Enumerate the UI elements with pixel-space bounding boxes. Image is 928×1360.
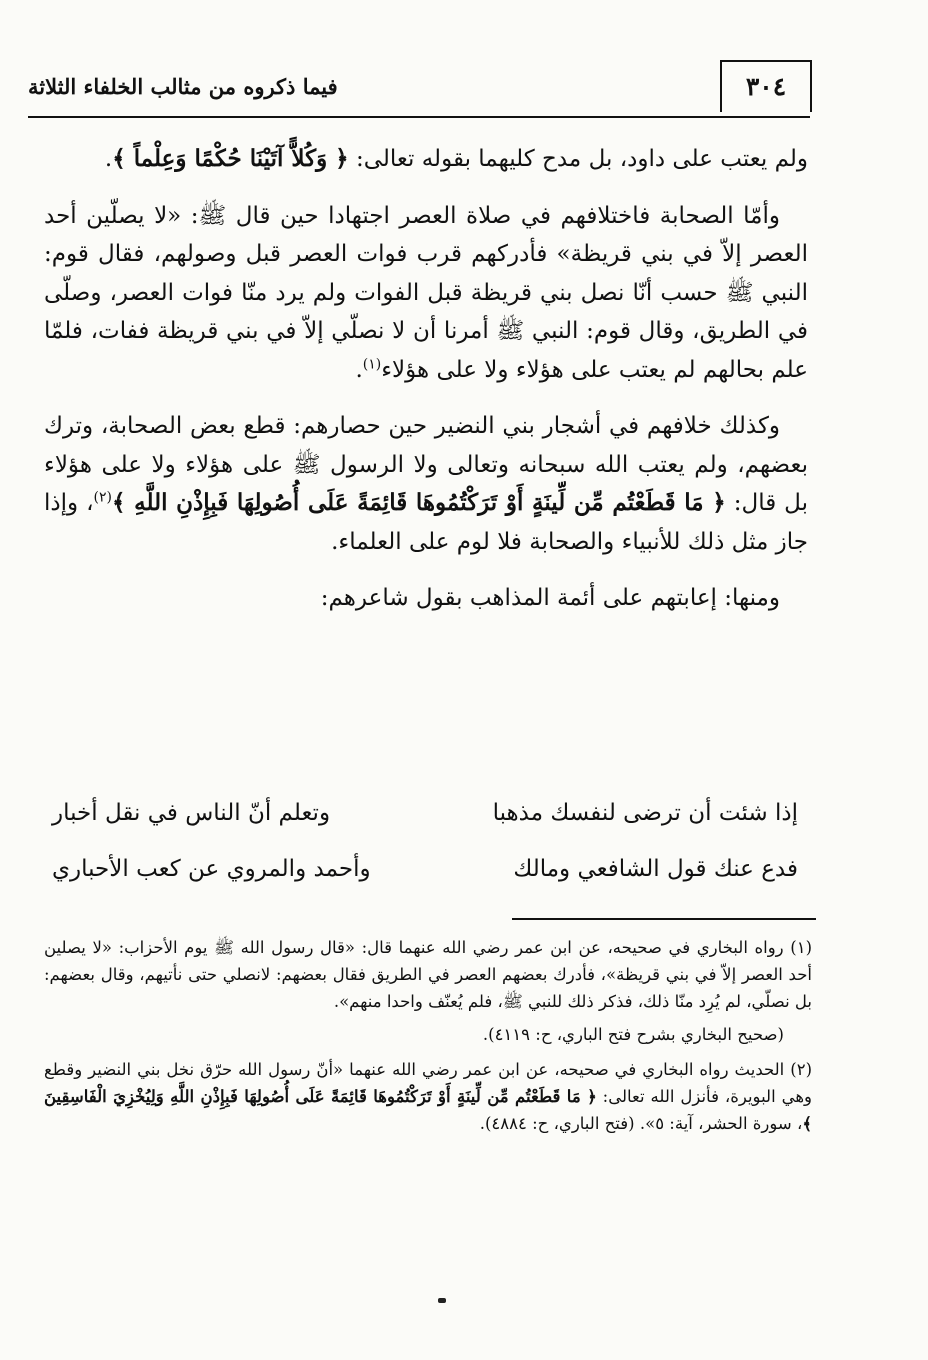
poem-line-2-first-hemistich: فدع عنك قول الشافعي ومالك	[513, 856, 798, 882]
poem-line-1-second-hemistich: وتعلم أنّ الناس في نقل أخبار	[52, 800, 331, 826]
paragraph-2-text: وأمّا الصحابة فاختلافهم في صلاة العصر اجتهادا حين قال ﷺ: «لا يصلّين أحد العصر إلاّ في بني قريظة» فأدركهم قرب فوات العصر قبل وصولهم، فقال قوم: النبي ﷺ حسب أنّا نصل بني قريظة قبل الفوات ولم يرد منّا فوات العصر، وصلّى في الطريق، وقال قوم: النبي ﷺ أمرنا أن لا نصلّي إلاّ في بني قريظة ففات، فلمّا علم بحالهم لم يعتب على هؤلاء ولا على هؤلاء	[44, 202, 808, 383]
paragraph-3-text: وكذلك خلافهم في أشجار بني النضير حين حصارهم: قطع بعض الصحابة، وترك بعضهم، ولم يعتب الله سبحانه وتعالى ولا الرسول ﷺ على هؤلاء ولا على هؤلاء بل قال:	[44, 413, 808, 516]
footnote-ref-2: (٢)	[93, 489, 112, 506]
main-text	[44, 140, 808, 636]
paragraph-1	[44, 140, 808, 179]
paragraph-3-end: ، وإذا جاز مثل ذلك للأنبياء والصحابة فلا لوم على العلماء.	[44, 490, 808, 555]
footnote-2-text: (٢) الحديث رواه البخاري في صحيحه، عن ابن عمر رضي الله عنهما «أنّ رسول الله حرّق نخل بني النضير وقطع وهي البويرة، فأنزل الله تعالى:	[44, 1060, 812, 1106]
paragraph-3	[44, 407, 808, 561]
footnotes	[44, 934, 812, 1141]
paragraph-2	[44, 197, 808, 390]
footnote-2-quran: ﴿ مَا قَطَعْتُم مِّن لِّينَةٍ أَوْ تَرَكْتُمُوهَا قَائِمَةً عَلَى أُصُولِهَا فَبِإِذْنِ اللَّهِ وَلِيُخْزِيَ الْفَاسِقِينَ ﴾	[44, 1087, 812, 1133]
quran-verse-2: ﴿ مَا قَطَعْتُم مِّن لِّينَةٍ أَوْ تَرَكْتُمُوهَا قَائِمَةً عَلَى أُصُولِهَا فَبِإِذْنِ اللَّهِ ﴾	[112, 489, 726, 516]
footnote-ref-1: (١)	[362, 355, 382, 372]
page-number: ٣٠٤	[720, 60, 812, 112]
footnote-1-source: (صحيح البخاري بشرح فتح الباري، ح: ٤١١٩).	[482, 1025, 784, 1044]
page-header	[28, 60, 810, 118]
running-title: فيما ذكروه من مثالب الخلفاء الثلاثة	[28, 74, 338, 99]
page-mark	[438, 1298, 446, 1303]
footnote-separator	[512, 918, 816, 920]
paragraph-2-end: .	[355, 356, 363, 383]
paragraph-4: ومنها: إعابتهم على أئمة المذاهب بقول شاعرهم:	[320, 585, 780, 611]
paragraph-1-end: .	[104, 146, 113, 172]
poem-line-2-second-hemistich: وأحمد والمروي عن كعب الأحباري	[52, 856, 371, 882]
paragraph-1-text: ولم يعتب على داود، بل مدح كليهما بقوله تعالى:	[348, 146, 808, 172]
footnote-1: (١) رواه البخاري في صحيحه، عن ابن عمر رضي الله عنهما قال: «قال رسول الله ﷺ يوم الأحزاب: «لا يصلين أحد العصر إلاّ في بني قريظة»، فأدرك بعضهم العصر في الطريق فقال بعضهم: لانصلي حتى نأتيهم، وقال بعضهم: بل نصلّي، لم يُرِد منّا ذلك، فذكر ذلك للنبي ﷺ، فلم يُعنّف واحدا منهم».	[44, 938, 812, 1011]
poem-line-1-first-hemistich: إذا شئت أن ترضى لنفسك مذهبا	[492, 800, 798, 826]
footnote-2-end: ، سورة الحشر، آية: ٥». (فتح الباري، ح: ٤٨٨٤).	[479, 1114, 803, 1133]
footnote-2	[44, 1056, 812, 1137]
quran-verse-1: ﴿ وَكُلاًّ آتَيْنَا حُكْمًا وَعِلْماً ﴾	[112, 145, 349, 172]
